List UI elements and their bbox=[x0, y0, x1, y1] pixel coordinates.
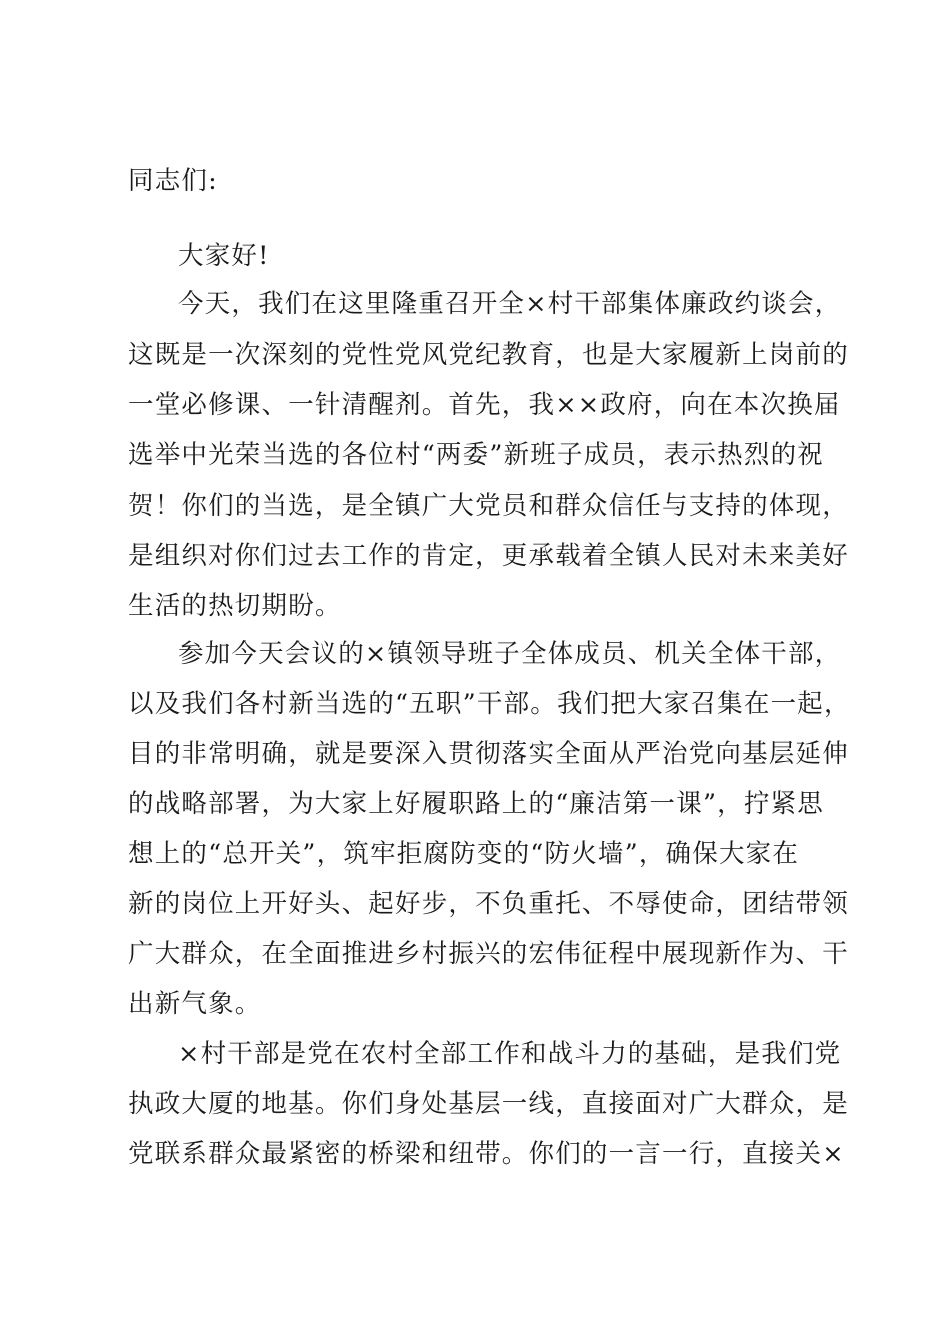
paragraph-line: 今天，我们在这里隆重召开全×村干部集体廉政约谈会， bbox=[178, 289, 842, 319]
paragraph-line: 以及我们各村新当选的“五职”干部。我们把大家召集在一起， bbox=[128, 689, 851, 719]
paragraph-line: 选举中光荣当选的各位村“两委”新班子成员，表示热烈的祝 bbox=[128, 440, 824, 470]
greeting: 大家好! bbox=[178, 241, 270, 271]
paragraph-line: 贺！你们的当选，是全镇广大党员和群众信任与支持的体现， bbox=[128, 491, 849, 521]
paragraph-line: 生活的热切期盼。 bbox=[128, 591, 342, 621]
paragraph-line: 这既是一次深刻的党性党风党纪教育，也是大家履新上岗前的 bbox=[128, 340, 849, 370]
paragraph-line: 出新气象。 bbox=[128, 989, 262, 1019]
paragraph-line: 执政大厦的地基。你们身处基层一线，直接面对广大群众，是 bbox=[128, 1089, 849, 1119]
paragraph-line: 想上的“总开关”，筑牢拒腐防变的“防火墙”，确保大家在 bbox=[128, 839, 800, 869]
paragraph-line: 的战略部署，为大家上好履职路上的“廉洁第一课”，拧紧思 bbox=[128, 789, 824, 819]
salutation: 同志们: bbox=[128, 166, 218, 196]
paragraph-line: 是组织对你们过去工作的肯定，更承载着全镇人民对未来美好 bbox=[128, 541, 849, 571]
paragraph-line: 一堂必修课、一针清醒剂。首先，我××政府，向在本次换届 bbox=[128, 390, 841, 420]
paragraph-line: 新的岗位上开好头、起好步，不负重托、不辱使命，团结带领 bbox=[128, 889, 849, 919]
paragraph-line: ×村干部是党在农村全部工作和战斗力的基础，是我们党 bbox=[178, 1039, 842, 1069]
paragraph-line: 目的非常明确，就是要深入贯彻落实全面从严治党向基层延伸 bbox=[128, 739, 849, 769]
paragraph-line: 参加今天会议的×镇领导班子全体成员、机关全体干部， bbox=[178, 639, 842, 669]
paragraph-line: 广大群众，在全面推进乡村振兴的宏伟征程中展现新作为、干 bbox=[128, 939, 849, 969]
paragraph-line: 党联系群众最紧密的桥梁和纽带。你们的一言一行，直接关× bbox=[128, 1139, 845, 1169]
